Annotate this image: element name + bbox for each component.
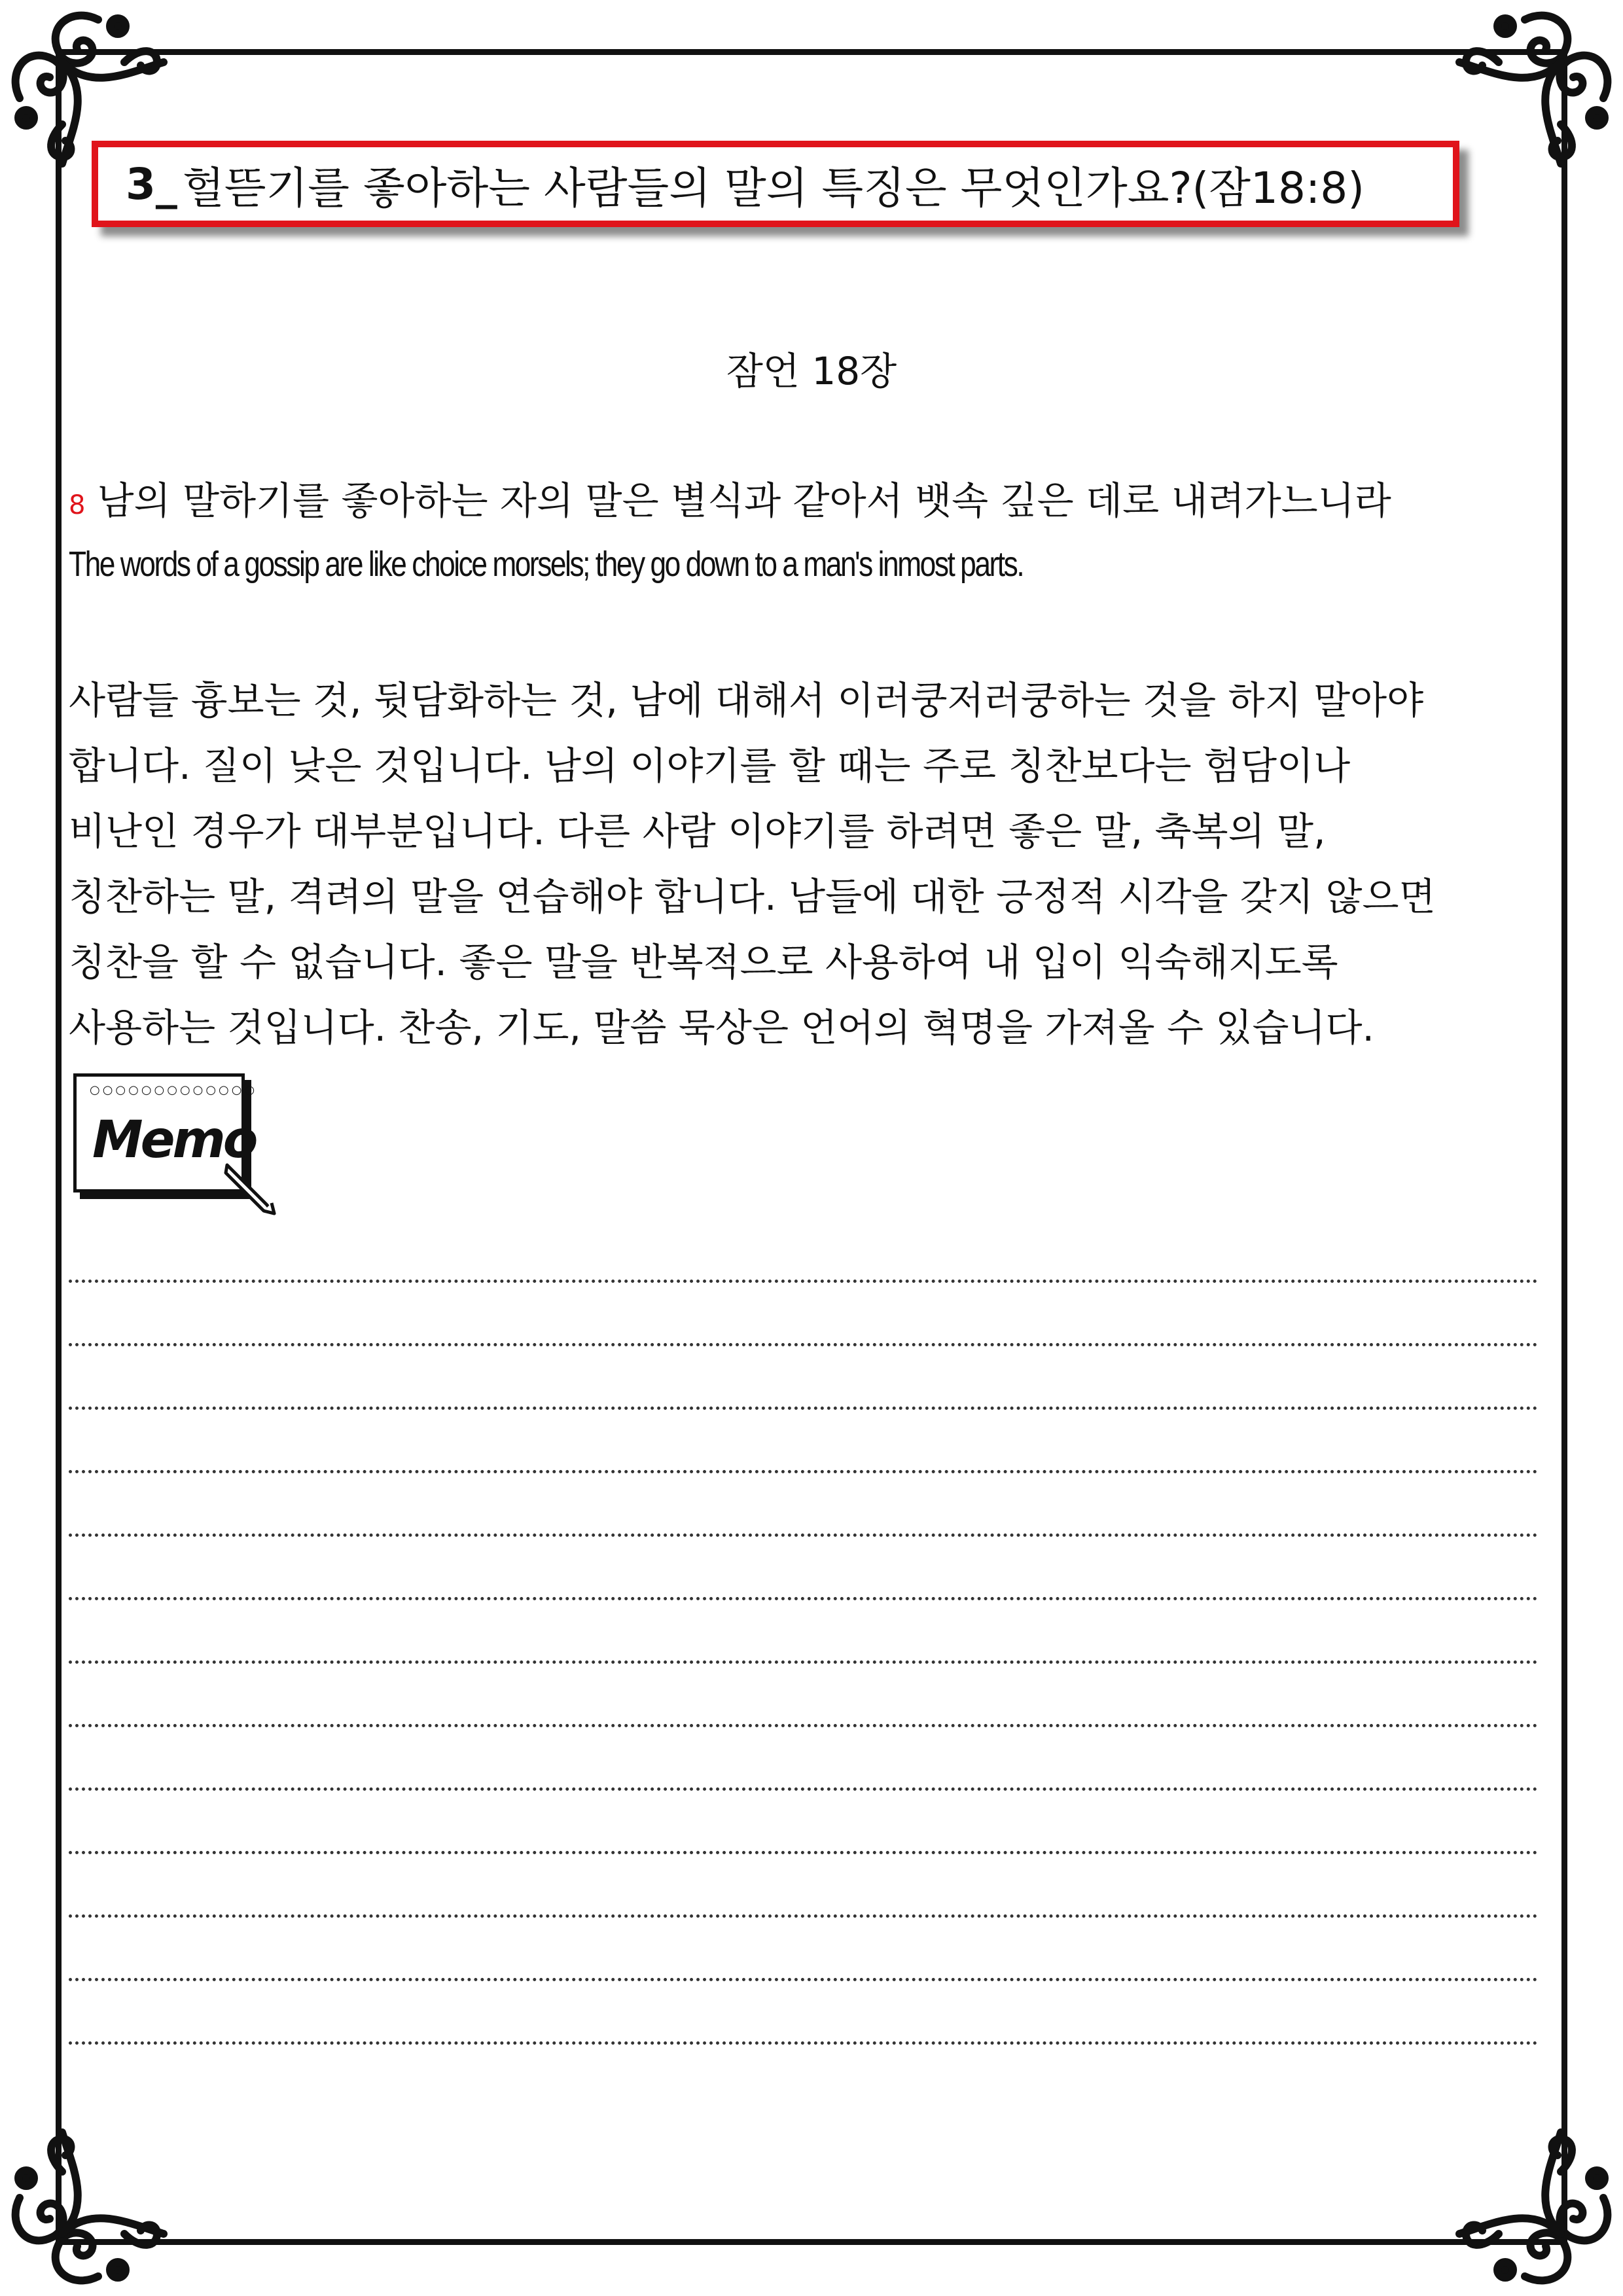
commentary-line: 칭찬하는 말, 격려의 말을 연습해야 합니다. 남들에 대한 긍정적 시각을 갖지 않으면 (69, 874, 1436, 919)
memo-line[interactable] (69, 1660, 1538, 1664)
memo-ring-holes: ○○○○○○○○○○○○○ (90, 1083, 258, 1097)
question-text: 헐뜯기를 좋아하는 사람들의 말의 특징은 무엇인가요?(잠18:8) (182, 162, 1364, 213)
memo-lines[interactable] (69, 1280, 1538, 2105)
commentary-line: 비난인 경우가 대부분입니다. 다른 사람 이야기를 하려면 좋은 말, 축복의 말, (69, 809, 1326, 853)
commentary-line: 사람들 흉보는 것, 뒷담화하는 것, 남에 대해서 이러쿵저러쿵하는 것을 하지 말아야 (69, 678, 1424, 723)
memo-label: Memo (92, 1111, 256, 1170)
verse-english: The words of a gossip are like choice morsels; they go down to a man's inmost parts. (69, 545, 1024, 584)
memo-line[interactable] (69, 1534, 1538, 1537)
memo-line[interactable] (69, 1851, 1538, 1854)
memo-line[interactable] (69, 1787, 1538, 1791)
commentary-line: 칭찬을 할 수 없습니다. 좋은 말을 반복적으로 사용하여 내 입이 익숙해지도록 (69, 940, 1338, 984)
verse-block (69, 471, 1541, 594)
commentary (69, 668, 1548, 1060)
memo-line[interactable] (69, 1914, 1538, 1918)
commentary-line: 합니다. 질이 낮은 것입니다. 남의 이야기를 할 때는 주로 칭찬보다는 험담이나 (69, 744, 1351, 788)
ornament-corner-bottom-left (0, 2100, 196, 2296)
pencil-icon (221, 1158, 279, 1217)
memo-line[interactable] (69, 1724, 1538, 1727)
memo-card (73, 1073, 258, 1193)
memo-badge (73, 1073, 263, 1211)
memo-line[interactable] (69, 1597, 1538, 1600)
verse-korean-text: 남의 말하기를 좋아하는 자의 말은 별식과 같아서 뱃속 깊은 데로 내려가느니라 (97, 478, 1391, 523)
memo-line[interactable] (69, 2041, 1538, 2045)
verse-number: 8 (69, 490, 86, 520)
question-number: 3_ (126, 158, 177, 209)
memo-line[interactable] (69, 1280, 1538, 1283)
memo-line[interactable] (69, 1343, 1538, 1346)
ornament-corner-bottom-right (1427, 2100, 1623, 2296)
memo-line[interactable] (69, 1407, 1538, 1410)
question-title-box (92, 141, 1459, 227)
chapter-title: 잠언 18장 (726, 349, 897, 393)
memo-line[interactable] (69, 1470, 1538, 1473)
memo-line[interactable] (69, 1978, 1538, 1981)
commentary-line: 사용하는 것입니다. 찬송, 기도, 말씀 묵상은 언어의 혁명을 가져올 수 있습니다. (69, 1005, 1374, 1050)
verse-korean (69, 471, 1541, 535)
